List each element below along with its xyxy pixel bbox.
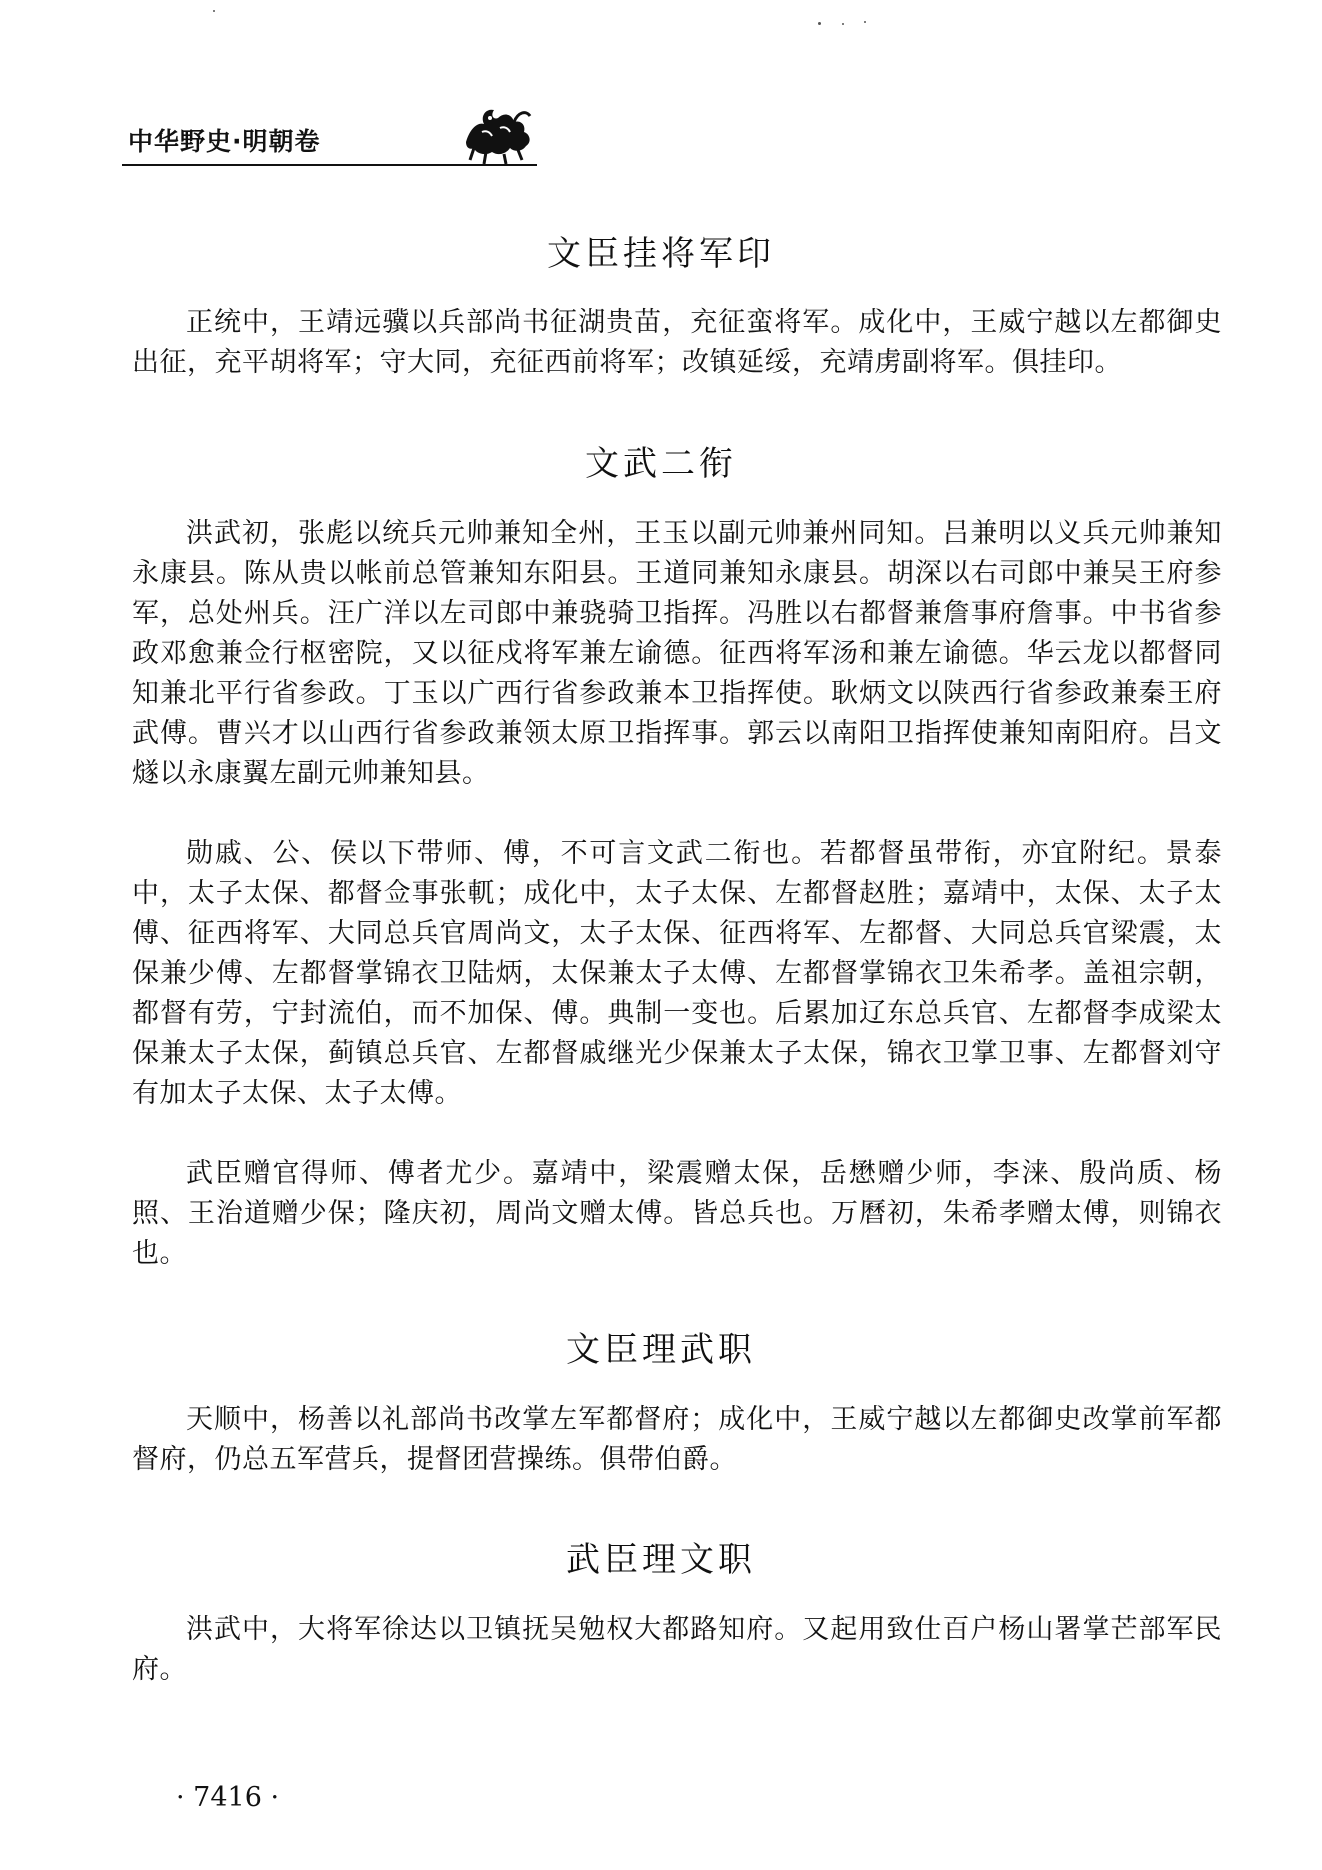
paragraph: 天顺中，杨善以礼部尚书改掌左军都督府；成化中，王威宁越以左都御史改掌前军都督府，仍总五军营兵，提督团营操练。俱带伯爵。: [132, 1404, 1222, 1475]
page-number: · 7416 ·: [176, 1782, 280, 1813]
running-head: [122, 118, 537, 170]
scan-speck: [213, 10, 215, 12]
scan-speck: [818, 22, 821, 25]
section-title: 文武二衔: [585, 444, 737, 484]
paragraph: 正统中，王靖远骥以兵部尚书征湖贵苗，充征蛮将军。成化中，王威宁越以左都御史出征，充平胡将军；守大同，充征西前将军；改镇延绥，充靖虏副将军。俱挂印。: [132, 307, 1222, 378]
section-title: 文臣理武职: [566, 1330, 756, 1370]
paragraph: 武臣赠官得师、傅者尤少。嘉靖中，梁震赠太保，岳懋赠少师，李涞、殷尚质、杨照、王治道赠少保；隆庆初，周尚文赠太傅。皆总兵也。万曆初，朱希孝赠太傅，则锦衣也。: [132, 1158, 1222, 1269]
paragraph: 洪武中，大将军徐达以卫镇抚吴勉权大都路知府。又起用致仕百户杨山署掌芒部军民府。: [132, 1614, 1222, 1685]
scan-speck: [842, 23, 844, 25]
paragraph: 洪武初，张彪以统兵元帅兼知全州，王玉以副元帅兼州同知。吕兼明以义兵元帅兼知永康县。陈从贵以帐前总管兼知东阳县。王道同兼知永康县。胡深以右司郎中兼吴王府参军，总处州兵。汪广洋以左司郎中兼骁骑卫指挥。冯胜以右都督兼詹事府詹事。中书省参政邓愈兼佥行枢密院，又以征戍将军兼左谕德。征西将军汤和兼左谕德。华云龙以都督同知兼北平行省参政。丁玉以广西行省参政兼本卫指挥使。耿炳文以陕西行省参政兼秦王府武傅。曹兴才以山西行省参政兼领太原卫指挥事。郭云以南阳卫指挥使兼知南阳府。吕文燧以永康翼左副元帅兼知县。: [132, 518, 1222, 789]
section-title: 文臣挂将军印: [547, 234, 775, 274]
paragraph: 勋戚、公、侯以下带师、傅，不可言文武二衔也。若都督虽带衔，亦宜附纪。景泰中，太子太保、都督佥事张軏；成化中，太子太保、左都督赵胜；嘉靖中，太保、太子太傅、征西将军、大同总兵官周尚文，太子太保、征西将军、左都督、大同总兵官梁震，太保兼少傅、左都督掌锦衣卫陆炳，太保兼太子太傅、左都督掌锦衣卫朱希孝。盖祖宗朝，都督有劳，宁封流伯，而不加保、傅。典制一变也。后累加辽东总兵官、左都督李成梁太保兼太子太保，蓟镇总兵官、左都督戚继光少保兼太子太保，锦衣卫掌卫事、左都督刘守有加太子太保、太子太傅。: [132, 838, 1222, 1109]
header-rule: [122, 164, 537, 166]
running-title: 中华野史·明朝卷: [128, 127, 321, 156]
dragon-emblem-icon: [460, 102, 536, 166]
scan-speck: [864, 21, 866, 23]
section-title: 武臣理文职: [566, 1540, 756, 1580]
